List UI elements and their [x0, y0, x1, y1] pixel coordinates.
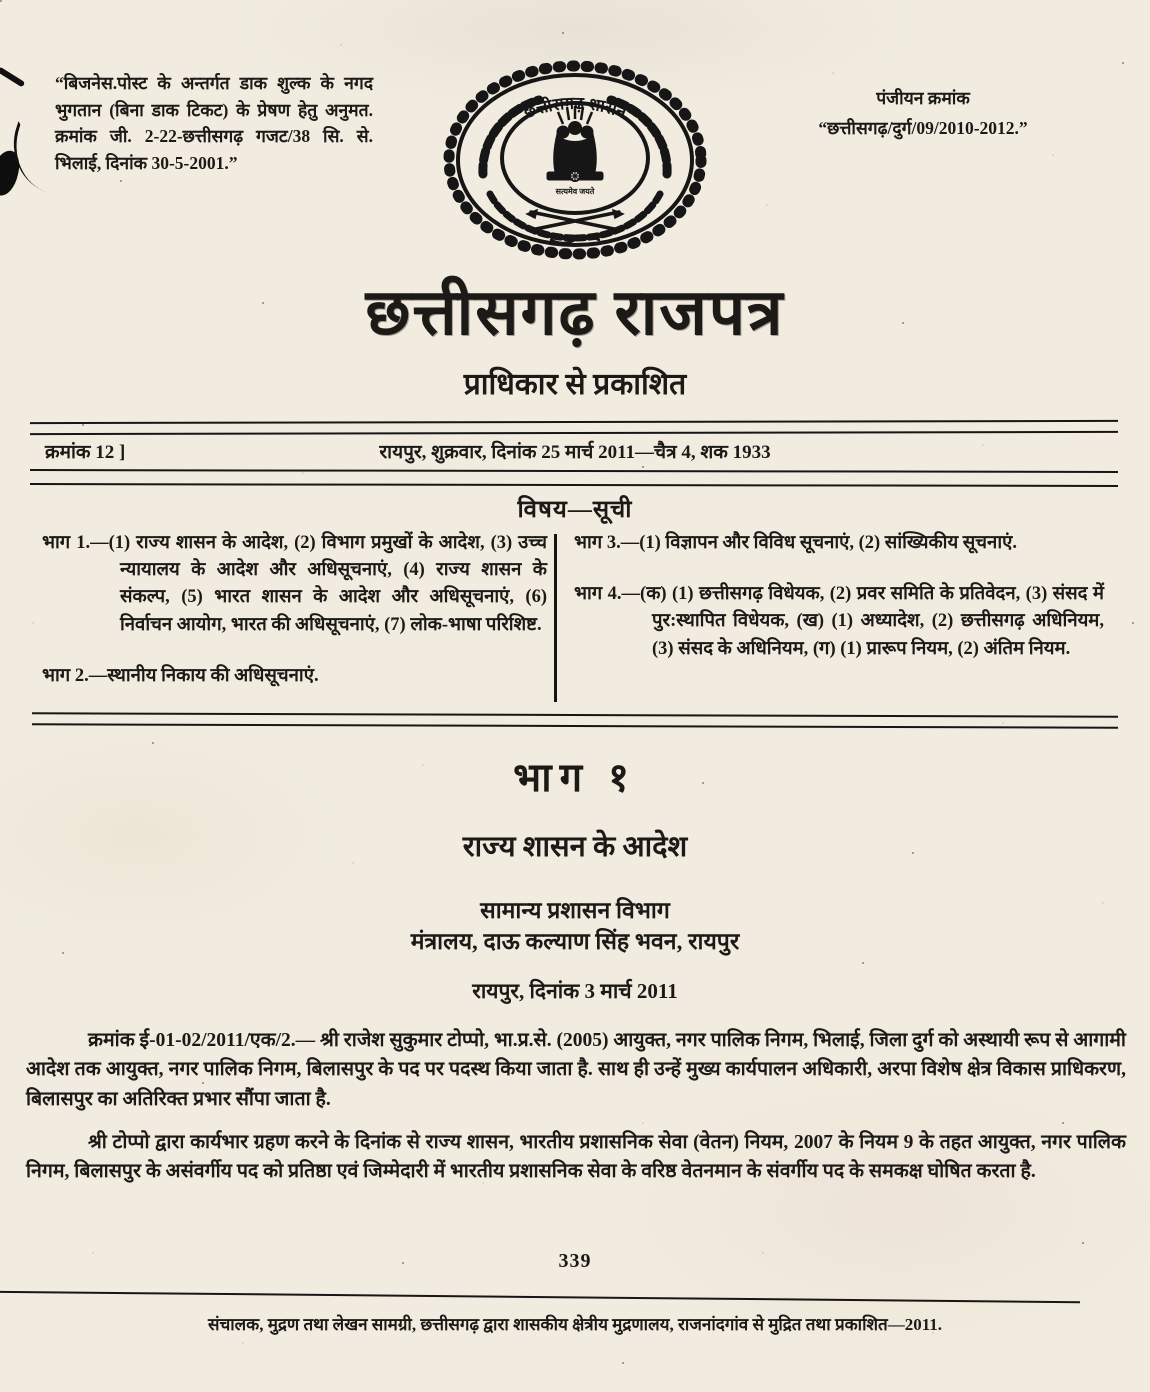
footer-rule — [0, 1291, 1080, 1303]
toc-part1-label: भाग 1.— — [42, 533, 109, 553]
toc-heading: विषय—सूची — [517, 497, 633, 523]
toc-part2-label: भाग 2.— — [42, 665, 108, 686]
double-rule-below-toc — [32, 712, 1118, 728]
postal-permission-note: “बिजनेस.पोस्ट के अन्तर्गत डाक शुल्क के नगद भुगतान (बिना डाक टिकट) के प्रेषण हेतु अनुमत. क्रमांक जी. 2-22-छत्तीसगढ़ गजट/38 सि. से. भिलाई, दिनांक 30-5-2001.” — [55, 73, 373, 173]
toc-part4-label: भाग 4.— — [574, 584, 641, 605]
order-paragraph-1-text: क्रमांक ई-01-02/2011/एक/2.— श्री राजेश सुकुमार टोप्पो, भा.प्र.से. (2005) आयुक्त, नगर पालिक निगम, भिलाई, जिला दुर्ग को अस्थायी रूप से आगामी आदेश तक आयुक्त, नगर पालिक निगम, बिलासपुर के पद पर पदस्थ किया जाता है. साथ ही उन्हें मुख्य कार्यपालन अधिकारी, अरपा विशेष क्षेत्र विकास प्राधिकरण, बिलासपुर का अतिरिक्त प्रभार सौंपा जाता है. — [26, 1030, 1126, 1110]
part1-heading: भाग १ — [513, 755, 637, 800]
order-paragraph-2-text: श्री टोप्पो द्वारा कार्यभार ग्रहण करने के दिनांक से राज्य शासन, भारतीय प्रशासनिक सेवा (वेतन) नियम, 2007 के नियम 9 के तहत आयुक्त, नगर पालिक निगम, बिलासपुर के असंवर्गीय पद को प्रतिष्ठा एवं जिम्मेदारी में भारतीय प्रशासनिक सेवा के वरिष्ठ वेतनमान के संवर्गीय पद के समकक्ष घोषित करता है. — [26, 1132, 1126, 1183]
registration-number: “छत्तीसगढ़/दुर्ग/09/2010-2012.” — [818, 117, 1028, 138]
svg-text:सत्यमेव जयते: सत्यमेव जयते — [555, 187, 595, 196]
double-rule-above-issue — [30, 420, 1118, 435]
gazette-subtitle: प्राधिकार से प्रकाशित — [463, 368, 687, 401]
toc-column-right — [574, 530, 1104, 687]
issue-row — [45, 438, 1105, 464]
registration-block — [758, 84, 1088, 144]
issue-number: क्रमांक 12 ] — [45, 442, 126, 463]
toc-part4-text: (क) (1) छत्तीसगढ़ विधेयक, (2) प्रवर समिति के प्रतिवेदन, (3) संसद में पुर:स्थापित विधेयक, (ख) (1) अध्यादेश, (2) छत्तीसगढ़ अधिनियम, (3) संसद के अधिनियम, (ग) (1) प्रारूप नियम, (2) अंतिम नियम. — [640, 584, 1104, 659]
toc-part3-label: भाग 3.— — [574, 533, 640, 553]
printer-imprint: संचालक, मुद्रण तथा लेखन सामग्री, छत्तीसगढ़ द्वारा शासकीय क्षेत्रीय मुद्रणालय, राजनांदगांव से मुद्रित तथा प्रकाशित—2011. — [207, 1315, 943, 1334]
toc-column-divider — [554, 534, 557, 702]
toc-entry-part1 — [42, 530, 547, 639]
toc-entry-part3 — [574, 530, 1104, 557]
issue-date-line: रायपुर, शुक्रवार, दिनांक 25 मार्च 2011—चैत्र 4, शक 1933 — [379, 442, 771, 463]
gazette-title: छत्तीसगढ़ राजपत्र — [365, 277, 785, 348]
part1-section-title: राज्य शासन के आदेश — [462, 831, 688, 863]
chhattisgarh-government-seal-icon — [435, 54, 715, 275]
scan-noise-speckles — [0, 0, 2, 2]
toc-entry-part2 — [42, 663, 547, 690]
department-address: मंत्रालय, दाऊ कल्याण सिंह भवन, रायपुर — [410, 929, 740, 954]
department-name: सामान्य प्रशासन विभाग — [480, 898, 670, 923]
toc-entry-part4 — [574, 581, 1104, 663]
toc-part2-text: स्थानीय निकाय की अधिसूचनाएं. — [107, 665, 319, 686]
masthead — [0, 62, 1150, 277]
order-paragraph-1 — [26, 1026, 1126, 1114]
order-dateline: रायपुर, दिनांक 3 मार्च 2011 — [472, 979, 678, 1003]
toc-part1-text: (1) राज्य शासन के आदेश, (2) विभाग प्रमुखों के आदेश, (3) उच्च न्यायालय के आदेश और अधिसूचनाएं, (4) राज्य शासन के संकल्प, (5) भारत शासन के आदेश और अधिसूचनाएं, (6) निर्वाचन आयोग, भारत की अधिसूचनाएं, (7) लोक-भाषा परिशिष्ट. — [108, 533, 548, 635]
toc-part3-text: (1) विज्ञापन और विविध सूचनाएं, (2) सांख्यिकीय सूचनाएं. — [639, 533, 1017, 553]
double-rule-below-issue — [30, 469, 1118, 487]
registration-label: पंजीयन क्रमांक — [876, 88, 970, 108]
toc-column-left — [42, 530, 547, 714]
toc — [42, 530, 1112, 710]
order-paragraph-2 — [26, 1128, 1126, 1187]
page-number: 339 — [558, 1250, 592, 1272]
svg-text:छत्तीसगढ़ शासन: छत्तीसगढ़ शासन — [521, 93, 630, 123]
